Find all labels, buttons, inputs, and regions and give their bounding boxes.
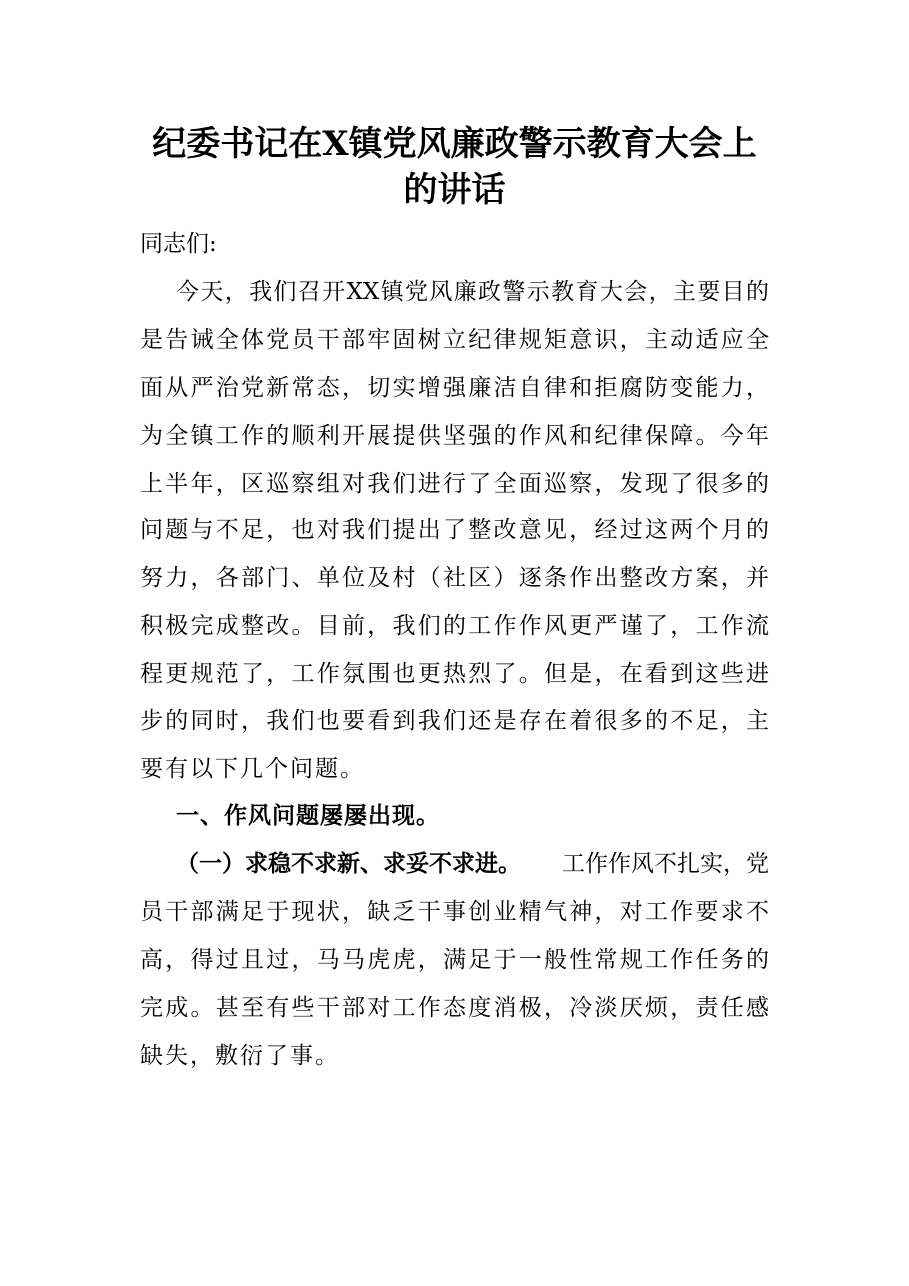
paragraph-line: 努力，各部门、单位及村（社区）逐条作出整改方案，并	[140, 565, 769, 591]
subsection-text: 工作作风不扎实，党	[562, 851, 769, 877]
paragraph-line: 为全镇工作的顺利开展提供坚强的作风和纪律保障。今年	[140, 423, 769, 449]
paragraph-line: 完成。甚至有些干部对工作态度消极，冷淡厌烦，责任感	[140, 995, 769, 1021]
paragraph-line: 缺失，敷衍了事。	[140, 1043, 340, 1069]
paragraph-line: 要有以下几个问题。	[140, 756, 365, 782]
paragraph-line: 高，得过且过，马马虎虎，满足于一般性常规工作任务的	[140, 947, 769, 973]
paragraph-line: 今天，我们召开XX镇党风廉政警示教育大会，主要目的	[176, 279, 769, 305]
paragraph-line: 上半年，区巡察组对我们进行了全面巡察，发现了很多的	[140, 471, 769, 497]
paragraph-line: 是告诫全体党员干部牢固树立纪律规矩意识，主动适应全	[140, 327, 769, 353]
paragraph-line: 程更规范了，工作氛围也更热烈了。但是，在看到这些进	[140, 661, 769, 687]
section-heading: 一、作风问题屡屡出现。	[176, 802, 440, 829]
subsection-first-line	[176, 848, 769, 880]
paragraph-line: 员干部满足于现状，缺乏干事创业精气神，对工作要求不	[140, 899, 769, 925]
greeting: 同志们:	[140, 231, 217, 257]
paragraph-line: 步的同时，我们也要看到我们还是存在着很多的不足，主	[140, 708, 769, 734]
paragraph-line: 面从严治党新常态，切实增强廉洁自律和拒腐防变能力，	[140, 375, 769, 401]
subsection-heading: （一）求稳不求新、求妥不求进。	[176, 850, 521, 877]
document-title-line-1: 纪委书记在X镇党风廉政警示教育大会上	[152, 124, 757, 164]
paragraph-line: 问题与不足，也对我们提出了整改意见，经过这两个月的	[140, 517, 769, 543]
document-title-line-2: 的讲话	[403, 170, 506, 210]
paragraph-line: 积极完成整改。目前，我们的工作作风更严谨了，工作流	[140, 613, 769, 639]
